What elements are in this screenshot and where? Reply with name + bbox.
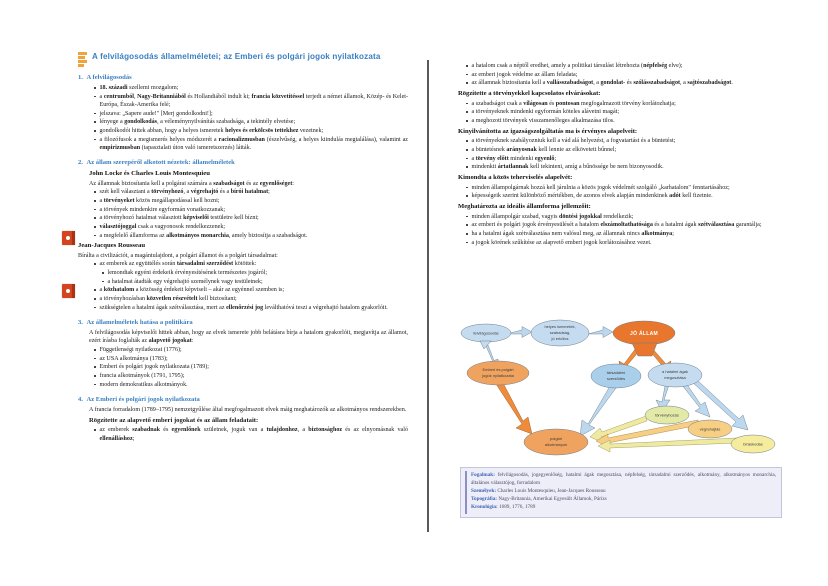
subsection-locke-bullets <box>94 188 408 240</box>
summary-label-fogalmak: Fogalmak: <box>471 472 495 478</box>
list-item: a jogok körének szűkítése az alapvető emberi jogok korlátozásához vezet. <box>466 239 788 247</box>
right-block-2-heading: Kinyilvánította az igazságszolgáltatás ma is érvényes alapelveit: <box>458 127 638 135</box>
list-item: gondolkodói hittek abban, hogy a helyes ismeretek helyes és erkölcsös tettekhez vezetnek; <box>94 127 408 135</box>
diagram-node-biraskodas <box>731 435 775 453</box>
svg-text:polgári: polgári <box>549 436 563 441</box>
right-top-bullets <box>466 62 788 88</box>
section-3-number: 3. <box>78 318 83 326</box>
list-item: a filozófusok a megismerés helyes módszerét a racionalizmusban (észelvűség, a helyes kiindulás megtalálása), valamint az empirizmusban (tapasztalati úton való ismeretszerzés) látták. <box>94 136 408 153</box>
list-item: lényege a gondolkodás, a véleménynyilvánítás szabadsága, a tekintély elvetése; <box>94 118 408 126</box>
summary-kronologia <box>471 504 776 512</box>
right-page-column <box>458 62 788 247</box>
summary-label-kronologia: Kronológia: <box>471 503 498 510</box>
list-item: a törvényeket közös megállapodással kell hozni; <box>94 197 408 205</box>
section-4-lead: A francia forradalom (1789–1795) nemzetgyűlése által megfogalmazott elvek máig meghatározók az alkotmányos rendszerekben. <box>89 406 407 413</box>
diagram-node-vegrehajtas <box>688 420 732 438</box>
section-2-heading <box>78 159 408 168</box>
summary-topografia <box>471 496 776 504</box>
list-item: a törvényeknek szabályozniuk kell a vád alá helyezést, a fogvatartást és a büntetést; <box>466 137 788 145</box>
list-item: a hatalom csak a néptől eredhet, amely a politikai társulást létrehozta (népfelség elve); <box>466 62 788 70</box>
summary-value-kronologia: 1689, 1776, 1789 <box>499 503 536 510</box>
svg-text:alkotmányok: alkotmányok <box>544 442 568 447</box>
subsection-rousseau-sub-bullets <box>102 269 408 286</box>
list-item: az államnak biztosítania kell a vallásszabadságot, a gondolat- és szólásszabadságot, a sajtószabadságot. <box>466 79 788 87</box>
list-item: az USA alkotmánya (1783); <box>94 355 408 363</box>
svg-text:végrehajtás: végrehajtás <box>699 426 721 432</box>
section-1-heading <box>78 74 408 83</box>
list-item: 18. századi szellemi mozgalom; <box>94 84 408 92</box>
list-item: Függetlenségi nyilatkozat (1776); <box>94 346 408 354</box>
list-item: szét kell választani a törvényhozó, a végrehajtó és a bírói hatalmat; <box>94 188 408 196</box>
svg-text:törvényhozás: törvényhozás <box>655 412 679 418</box>
svg-text:JÓ ÁLLAM: JÓ ÁLLAM <box>630 331 658 337</box>
list-item: az emberi és polgári jogok érvényesülését a hatalom elszámoltathatósága és a hatalmi ágak szétválasztása garantálja; <box>466 221 788 229</box>
summary-fogalmak <box>471 472 776 488</box>
list-item: a törvények mindenkire egyformán vonatkozzanak; <box>94 206 408 214</box>
diagram-node-hatalmi-agak <box>648 363 702 387</box>
subsection-locke-lead: Az államnak biztosítania kell a polgárai számára a szabadságot és az egyenlőséget: <box>89 180 294 187</box>
svg-text:szerződés: szerződés <box>606 376 626 381</box>
list-item: francia alkotmányok (1791, 1795); <box>94 372 408 380</box>
diagram-node-helyes-ismeretek <box>531 320 589 346</box>
svg-text:szabadság,: szabadság, <box>549 330 571 335</box>
section-4-number: 4. <box>78 395 83 403</box>
list-item: választójoggal csak a vagyonosok rendelkezzenek; <box>94 223 408 231</box>
bookmark-icon <box>78 52 87 67</box>
summary-box <box>460 467 782 518</box>
list-item: lemondtak egyéni érdekeik érvényesítésének természetes jogáról; <box>102 269 408 277</box>
list-item: modern demokratikus alkotmányok. <box>94 381 408 389</box>
subsection-locke-montesquieu-heading: John Locke és Charles Louis Montesquieu <box>89 169 210 177</box>
svg-text:Emberi és polgári: Emberi és polgári <box>482 367 514 372</box>
svg-text:a hatalmi ágak: a hatalmi ágak <box>661 369 689 374</box>
section-3-lead: A felvilágosodás képviselői hittek abban, hogy az elvek ismerete jobb belátásra bírja a hatalom gyakorlóit, megjavítja az államot, ezért írásba foglalták az alapvető jogokat: <box>89 330 408 345</box>
list-item: a centrumból, Nagy-Britanniából és Hollandiából indult ki; francia közvetítéssel terjedt a német államok, Közép- és Kelet-Európa, Észak-Amerika felé; <box>94 93 408 110</box>
right-block-4-heading: Meghatározta az ideális államforma jellemzőit: <box>458 203 591 211</box>
svg-text:társadalmi: társadalmi <box>606 370 626 375</box>
media-play-icon[interactable] <box>62 231 75 245</box>
list-item: a törvény előtt mindenki egyenlő; <box>466 155 788 163</box>
list-item: a megfelelő államforma az alkotmányos monarchia, amely biztosítja a szabadságot. <box>94 232 408 240</box>
right-block-1-heading: Rögzítette a törvényekkel kapcsolatos elvárásokat: <box>458 90 601 98</box>
section-3-heading <box>78 319 408 328</box>
list-item: mindenkit ártatlannak kell tekinteni, amíg a bűnössége be nem bizonyosodik. <box>466 163 788 171</box>
summary-value-szemelyek: Charles Louis Montesquieu, Jean-Jacques Rousseau <box>497 487 606 494</box>
diagram-node-emberi-jogok <box>467 361 529 385</box>
list-item: képességeik szerint különböző mértékben, de azonos elvek alapján mindenkinek adót kell fizetnie. <box>466 192 788 200</box>
right-block-3-heading: Kimondta a közös teherviselés alapelvét: <box>458 174 573 182</box>
list-item: jelszava: „Sapere aude!" [Merj gondolkodni!]; <box>94 110 408 118</box>
svg-text:jogok nyilatkozata: jogok nyilatkozata <box>482 373 514 378</box>
section-4 <box>78 396 408 443</box>
diagram-node-polgari-alkotmanyok <box>524 429 588 455</box>
section-4-heading <box>78 396 408 405</box>
subsection-rousseau-heading: Jean-Jacques Rousseau <box>78 241 146 249</box>
section-2-title: Az állam szerepéről alkotott nézetek: államelméletek <box>86 159 235 167</box>
section-3-bullets <box>94 346 408 389</box>
summary-szemelyek <box>471 488 776 496</box>
svg-text:jó erkölcs: jó erkölcs <box>551 336 569 341</box>
title-row <box>78 52 408 67</box>
diagram-node-tarsadalmi-szerzodes <box>591 364 641 388</box>
summary-value-topografia: Nagy-Britannia, Amerikai Egyesült Államok, Párizs <box>498 495 607 502</box>
svg-text:megosztása: megosztása <box>664 375 686 380</box>
section-1-number: 1. <box>78 74 83 81</box>
svg-text:bíráskodás: bíráskodás <box>743 441 763 447</box>
section-2 <box>78 159 408 312</box>
list-item: a hatalmat átadták egy végrehajtó személynek vagy testületnek; <box>102 278 408 286</box>
list-item: a büntetésnek arányosnak kell lennie az elkövetett bűnnel; <box>466 146 788 154</box>
list-item: minden állampolgárnak hozzá kell járulnia a közös jogok védelmét szolgáló „karhatalom" fenntartásához; <box>466 184 788 192</box>
section-1 <box>78 74 408 152</box>
right-block-2-bullets <box>466 137 788 171</box>
summary-label-topografia: Topográfia: <box>471 495 498 502</box>
summary-label-szemelyek: Személyek: <box>471 487 497 494</box>
section-4-bold-lead: Rögzítette az alapvető emberi jogokat és az állam feladatait: <box>89 416 259 424</box>
jo-allam-concept-diagram <box>460 316 790 464</box>
media-play-icon[interactable] <box>62 284 75 298</box>
list-item: a törvényhozásban közvetlen részvételt kell biztosítani; <box>94 295 408 303</box>
section-4-bullets <box>94 426 408 443</box>
list-item: az emberek szabadnak és egyenlőnek születnek, joguk van a tulajdonhoz, a biztonsághoz és az elnyomásnak való ellenálláshoz; <box>94 426 408 443</box>
section-3 <box>78 319 408 389</box>
right-block-1-bullets <box>466 100 788 126</box>
list-item: minden állampolgár szabad, vagyis döntési jogokkal rendelkezik; <box>466 213 788 221</box>
list-item: az emberi jogok védelme az állam feladata; <box>466 71 788 79</box>
page-title: A felvilágosodás államelméletei; az Emberi és polgári jogok nyilatkozata <box>92 52 381 61</box>
list-item: a törvényeknek mindenki egyformán köteles alávetni magát; <box>466 108 788 116</box>
svg-text:felvilágosodás: felvilágosodás <box>473 330 499 336</box>
diagram-node-felvilagosodas <box>461 324 511 349</box>
right-block-3-bullets <box>466 184 788 201</box>
list-item: Emberi és polgári jogok nyilatkozata (1789); <box>94 363 408 371</box>
section-1-title: A felvilágosodás <box>86 74 132 81</box>
right-block-4-bullets <box>466 213 788 247</box>
list-item: a szabadságot csak a világosan és pontosan megfogalmazott törvény korlátozhatja; <box>466 100 788 108</box>
book-spine-divider <box>427 60 429 532</box>
list-item: a közhatalom a közösség érdekeit képviseli – akár az egyénnel szemben is; <box>94 286 408 294</box>
list-item: a törvényhozó hatalmat választott képviselői testületre kell bízni; <box>94 214 408 222</box>
summary-value-fogalmak: felvilágosodás, jogegyenlőség, hatalmi ágak megosztása, népfelség, társadalmi szerződés, alkotmány, alkotmányos monarchia, általános választójog, forradalom <box>471 472 776 486</box>
section-3-title: Az államelméletek hatása a politikára <box>86 318 193 326</box>
left-page-column <box>78 52 408 443</box>
section-2-number: 2. <box>78 159 83 167</box>
list-item: az emberek az együttélés során társadalmi szerződést kötöttek: <box>94 260 408 268</box>
subsection-rousseau-lead: Bírálta a civilizációt, a magántulajdont, a polgári államot és a polgári társadalmat: <box>78 252 278 259</box>
subsection-rousseau-bullets <box>94 260 408 312</box>
section-1-bullets <box>94 84 408 152</box>
list-item: a meghozott törvények visszamenőleges alkalmazása tilos. <box>466 117 788 125</box>
diagram-node-jo-allam <box>613 321 675 356</box>
svg-text:helyes ismeretek,: helyes ismeretek, <box>544 324 576 329</box>
diagram-node-torvenyhozas <box>645 406 689 424</box>
list-item: szükségtelen a hatalmi ágak szétválasztása, mert az ellenőrzési jog leválthatóvá teszi a végrehajtó hatalom gyakorlóit. <box>94 304 408 312</box>
list-item: ha a hatalmi ágak szétválasztása nem valósul meg, az államnak nincs alkotmánya; <box>466 230 788 238</box>
section-4-title: Az Emberi és polgári jogok nyilatkozata <box>86 395 200 403</box>
